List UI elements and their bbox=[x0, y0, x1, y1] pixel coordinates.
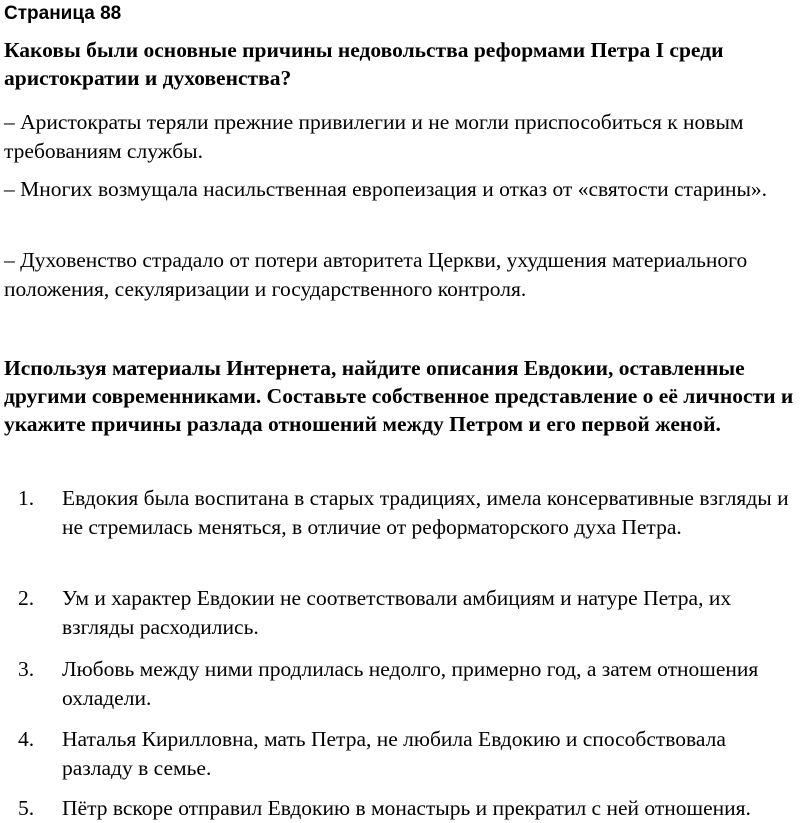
list-item-number: 2. bbox=[18, 586, 35, 610]
list-item-number: 1. bbox=[18, 486, 35, 510]
answer-paragraph-1: – Аристократы теряли прежние привилегии и не могли приспособиться к новым требованиям службы. bbox=[4, 110, 744, 163]
question-2: Используя материалы Интернета, найдите описания Евдокии, оставленные другими современниками. Составьте собственное представление о её личности и укажите причины разлада отношений между Петром и его первой женой. bbox=[4, 356, 794, 436]
answer-paragraph-3: – Духовенство страдало от потери авторитета Церкви, ухудшения материального положения, секуляризации и государственного контроля. bbox=[4, 248, 748, 301]
list-item-text: Пётр вскоре отправил Евдокию в монастырь и прекратил с ней отношения. bbox=[62, 796, 751, 820]
question-1: Каковы были основные причины недовольства реформами Петра I среди аристократии и духовенства? bbox=[4, 38, 724, 90]
list-item-number: 4. bbox=[18, 727, 35, 751]
list-item-number: 3. bbox=[18, 657, 35, 681]
list-item-text: Ум и характер Евдокии не соответствовали амбициям и натуре Петра, их взгляды расходились. bbox=[62, 586, 732, 639]
answer-paragraph-2: – Многих возмущала насильственная европеизация и отказ от «святости старины». bbox=[4, 177, 768, 201]
list-item-text: Наталья Кирилловна, мать Петра, не любила Евдокию и способствовала разладу в семье. bbox=[62, 727, 726, 780]
list-item-text: Любовь между ними продлилась недолго, примерно год, а затем отношения охладели. bbox=[62, 657, 759, 710]
list-item-text: Евдокия была воспитана в старых традициях, имела консервативные взгляды и не стремилась меняться, в отличие от реформаторского духа Петра. bbox=[62, 486, 789, 539]
list-item-number: 5. bbox=[18, 796, 35, 820]
page-number-label: Страница 88 bbox=[4, 3, 122, 24]
